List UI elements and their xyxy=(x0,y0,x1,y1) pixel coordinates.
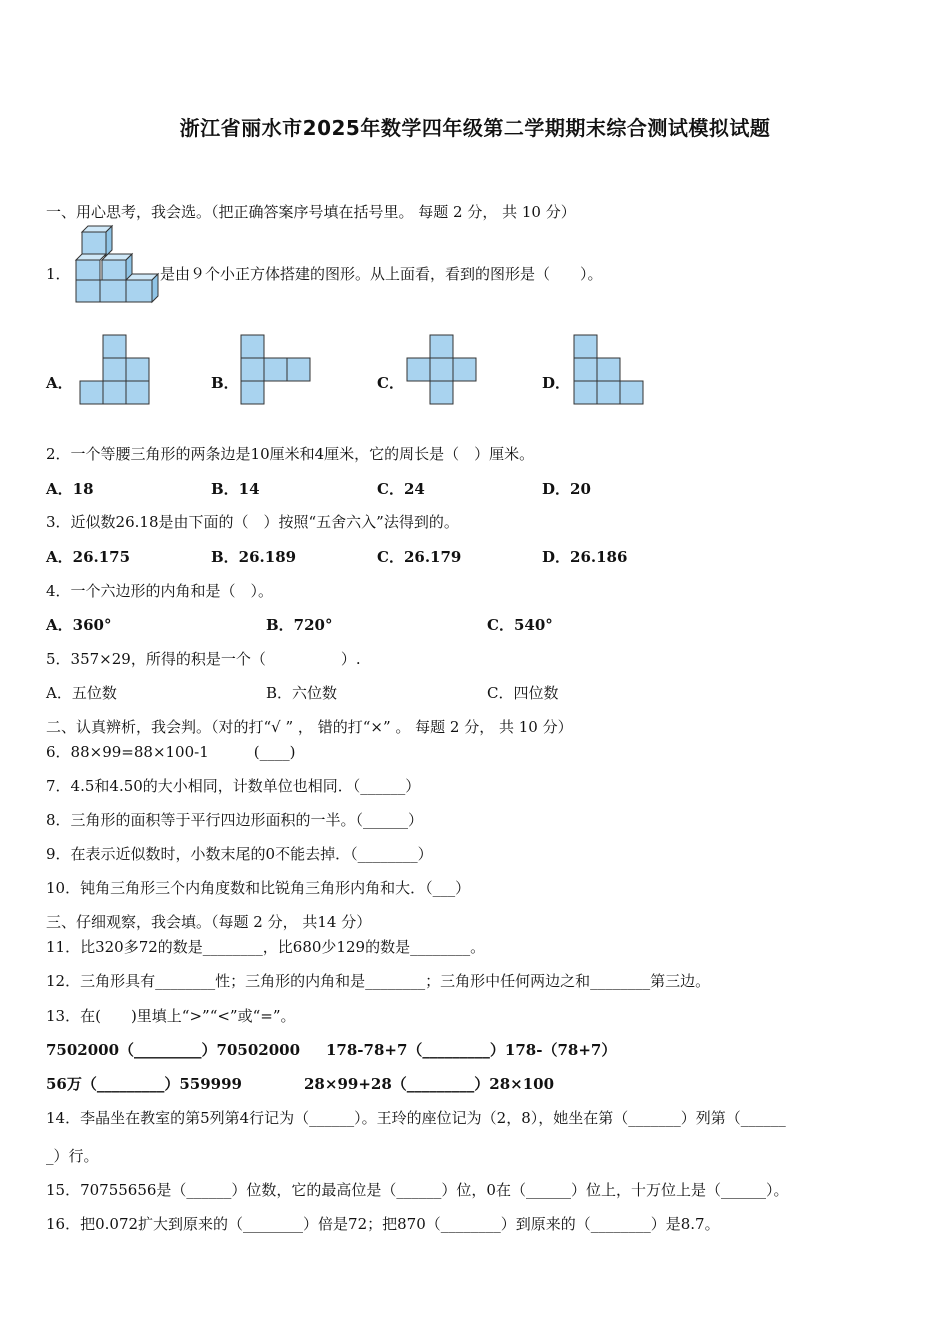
q6-text: 6．88×99=88×100-1 (____) xyxy=(46,743,296,761)
q3-text: 3．近似数26.18是由下面的（ ）按照“五舍六入”法得到的。 xyxy=(46,513,459,531)
q9-text: 9．在表示近似数时，小数末尾的0不能去掉．（________） xyxy=(46,845,433,863)
q1-option-a-label: A． xyxy=(46,374,73,392)
q3-option-c: C．26.179 xyxy=(377,548,462,566)
q7-text: 7．4.5和4.50的大小相同，计数单位也相同．（______） xyxy=(46,777,421,795)
q5-option-c: C．四位数 xyxy=(487,684,559,702)
q14-line2: _）行。 xyxy=(46,1147,99,1165)
q3-option-d: D．26.186 xyxy=(542,548,628,566)
q1-option-c-label: C． xyxy=(377,374,404,392)
option-d-figure xyxy=(573,334,645,406)
q14-line1: 14．李晶坐在教室的第5列第4行记为（______）。王玲的座位记为（2，8），她坐在第（_______）列第（______ xyxy=(46,1109,786,1127)
q11-text: 11．比320多72的数是________，比680少129的数是________。 xyxy=(46,938,486,956)
q2-text: 2．一个等腰三角形的两条边是10厘米和4厘米，它的周长是（ ）厘米。 xyxy=(46,445,535,463)
q2-option-d: D．20 xyxy=(542,480,591,498)
q5-option-b: B．六位数 xyxy=(266,684,338,702)
option-c-figure xyxy=(406,334,478,406)
q2-option-c: C．24 xyxy=(377,480,425,498)
q2-option-b: B．14 xyxy=(211,480,260,498)
q3-option-b: B．26.189 xyxy=(211,548,297,566)
q13-row2-b: 28×99+28（_________）28×100 xyxy=(304,1075,555,1093)
q13-text: 13．在( )里填上“>”“<”或“=”。 xyxy=(46,1007,296,1025)
q5-option-a: A．五位数 xyxy=(46,684,117,702)
q1-option-d-label: D． xyxy=(542,374,571,392)
q1-option-b-label: B． xyxy=(211,374,239,392)
option-a-figure xyxy=(79,334,151,406)
q1-text: 是由９个小正方体搭建的图形。从上面看，看到的图形是（ ）。 xyxy=(160,265,603,283)
q4-option-c: C．540° xyxy=(487,616,553,634)
section1-heading: 一、用心思考，我会选。（把正确答案序号填在括号里。 每题 2 分， 共 10 分） xyxy=(46,203,576,221)
section3-heading: 三、仔细观察，我会填。（每题 2 分， 共14 分） xyxy=(46,913,372,931)
q13-row1-a: 7502000（_________）70502000 xyxy=(46,1041,301,1059)
q16-text: 16．把0.072扩大到原来的（________）倍是72；把870（________）到原来的（________）是8.7。 xyxy=(46,1215,720,1233)
q13-row1-b: 178-78+7（_________）178-（78+7） xyxy=(326,1041,617,1059)
q2-option-a: A．18 xyxy=(46,480,94,498)
q5-text: 5．357×29，所得的积是一个（ ）. xyxy=(46,650,361,668)
q10-text: 10．钝角三角形三个内角度数和比锐角三角形内角和大．（___） xyxy=(46,879,471,897)
q4-text: 4．一个六边形的内角和是（ ）。 xyxy=(46,582,274,600)
q13-row2-a: 56万（_________）559999 xyxy=(46,1075,242,1093)
page-title: 浙江省丽水市2025年数学四年级第二学期期末综合测试模拟试题 xyxy=(179,116,771,140)
q15-text: 15．70755656是（______）位数，它的最高位是（______）位，0在（______）位上，十万位上是（______）。 xyxy=(46,1181,789,1199)
q12-text: 12．三角形具有________性；三角形的内角和是________；三角形中任何两边之和________第三边。 xyxy=(46,972,711,990)
section2-heading: 二、认真辨析，我会判。（对的打“√ ” ， 错的打“×” 。 每题 2 分， 共 10 分） xyxy=(46,718,573,736)
q1-number: 1． xyxy=(46,265,71,283)
q3-option-a: A．26.175 xyxy=(46,548,131,566)
option-b-figure xyxy=(240,334,312,406)
q4-option-a: A．360° xyxy=(46,616,112,634)
q8-text: 8．三角形的面积等于平行四边形面积的一半。（______） xyxy=(46,811,424,829)
q4-option-b: B．720° xyxy=(266,616,333,634)
cube-stack-figure xyxy=(72,224,160,304)
